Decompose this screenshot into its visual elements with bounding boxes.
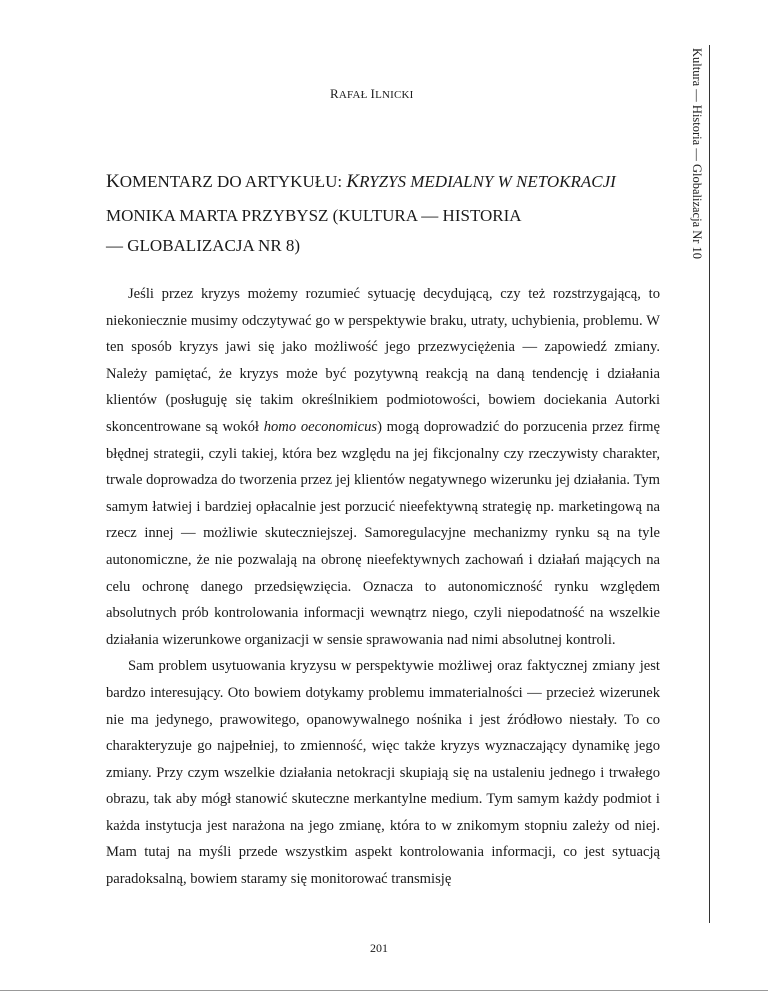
page-bottom-edge [0, 990, 768, 991]
article-body [106, 281, 660, 893]
article-title-line-3: — GLOBALIZACJA NR 8) [106, 236, 301, 255]
running-header: Kultura — Historia — Globalizacja Nr 10 [690, 48, 704, 260]
article-title-line-1: KOMENTARZ DO ARTYKUŁU: KRYZYS MEDIALNY W NETOKRACJI [106, 171, 616, 192]
margin-rule [709, 45, 710, 923]
paragraph-1: Jeśli przez kryzys możemy rozumieć sytuację decydującą, czy też rozstrzygającą, to niekoniecznie musimy odczytywać go w perspektywie braku, utraty, uchybienia, problemu. W ten sposób kryzys jawi się jako możliwość jego przezwyciężenia — zapowiedź zmiany. Należy pamiętać, że kryzys może być pozytywną reakcją na daną tendencję i działania klientów (posługuję się takim określnikiem podmiotowości, bowiem dociekania Autorki skoncentrowane są wokół homo oeconomicus) mogą doprowadzić do porzucenia przez firmę błędnej strategii, czyli takiej, która bez względu na jej fikcjonalny czy rzeczywisty charakter, trwale doprowadza do tworzenia przez jej klientów negatywnego wizerunku jej działania. Tym samym łatwiej i bardziej opłacalnie jest porzucić nieefektywną strategię np. marketingową na rzecz innej — możliwie skuteczniejszej. Samoregulacyjne mechanizmy rynku są na tyle autonomiczne, że nie pozwalają na obronę nieefektywnych zachowań i działań mających na celu ochronę danego przedsięwzięcia. Oznacza to autonomiczność rynku względem absolutnych prób kontrolowania informacji wewnątrz niego, czyli niepodatność na wszelkie działania wizerunkowe organizacji w sensie sprawowania nad nimi absolutnej kontroli. [106, 286, 660, 648]
article-title-line-2: MONIKA MARTA PRZYBYSZ (KULTURA — HISTORIA [106, 206, 522, 225]
author-name: RAFAŁ ILNICKI [330, 86, 414, 101]
paragraph-2: Sam problem usytuowania kryzysu w perspektywie możliwej oraz faktycznej zmiany jest bardzo interesujący. Oto bowiem dotykamy problemu immaterialności — przecież wizerunek nie ma jedynego, prawowitego, opanowywalnego nośnika i jest źródłowo niestały. To co charakteryzuje go najpełniej, to zmienność, więc także kryzys wyznaczający dynamikę jego zmiany. Przy czym wszelkie działania netokracji skupiają się na ustaleniu jednego i trwałego obrazu, tak aby mógł stanowić skuteczne merkantylne medium. Tym samym każdy podmiot i każda instytucja jest narażona na jego zmianę, która to w znikomym stopniu zależy od niej. Mam tutaj na myśli przede wszystkim aspekt kontrolowania informacji, co jest sytuacją paradoksalną, bowiem staramy się monitorować transmisję [106, 658, 660, 888]
page-number: 201 [370, 941, 388, 955]
